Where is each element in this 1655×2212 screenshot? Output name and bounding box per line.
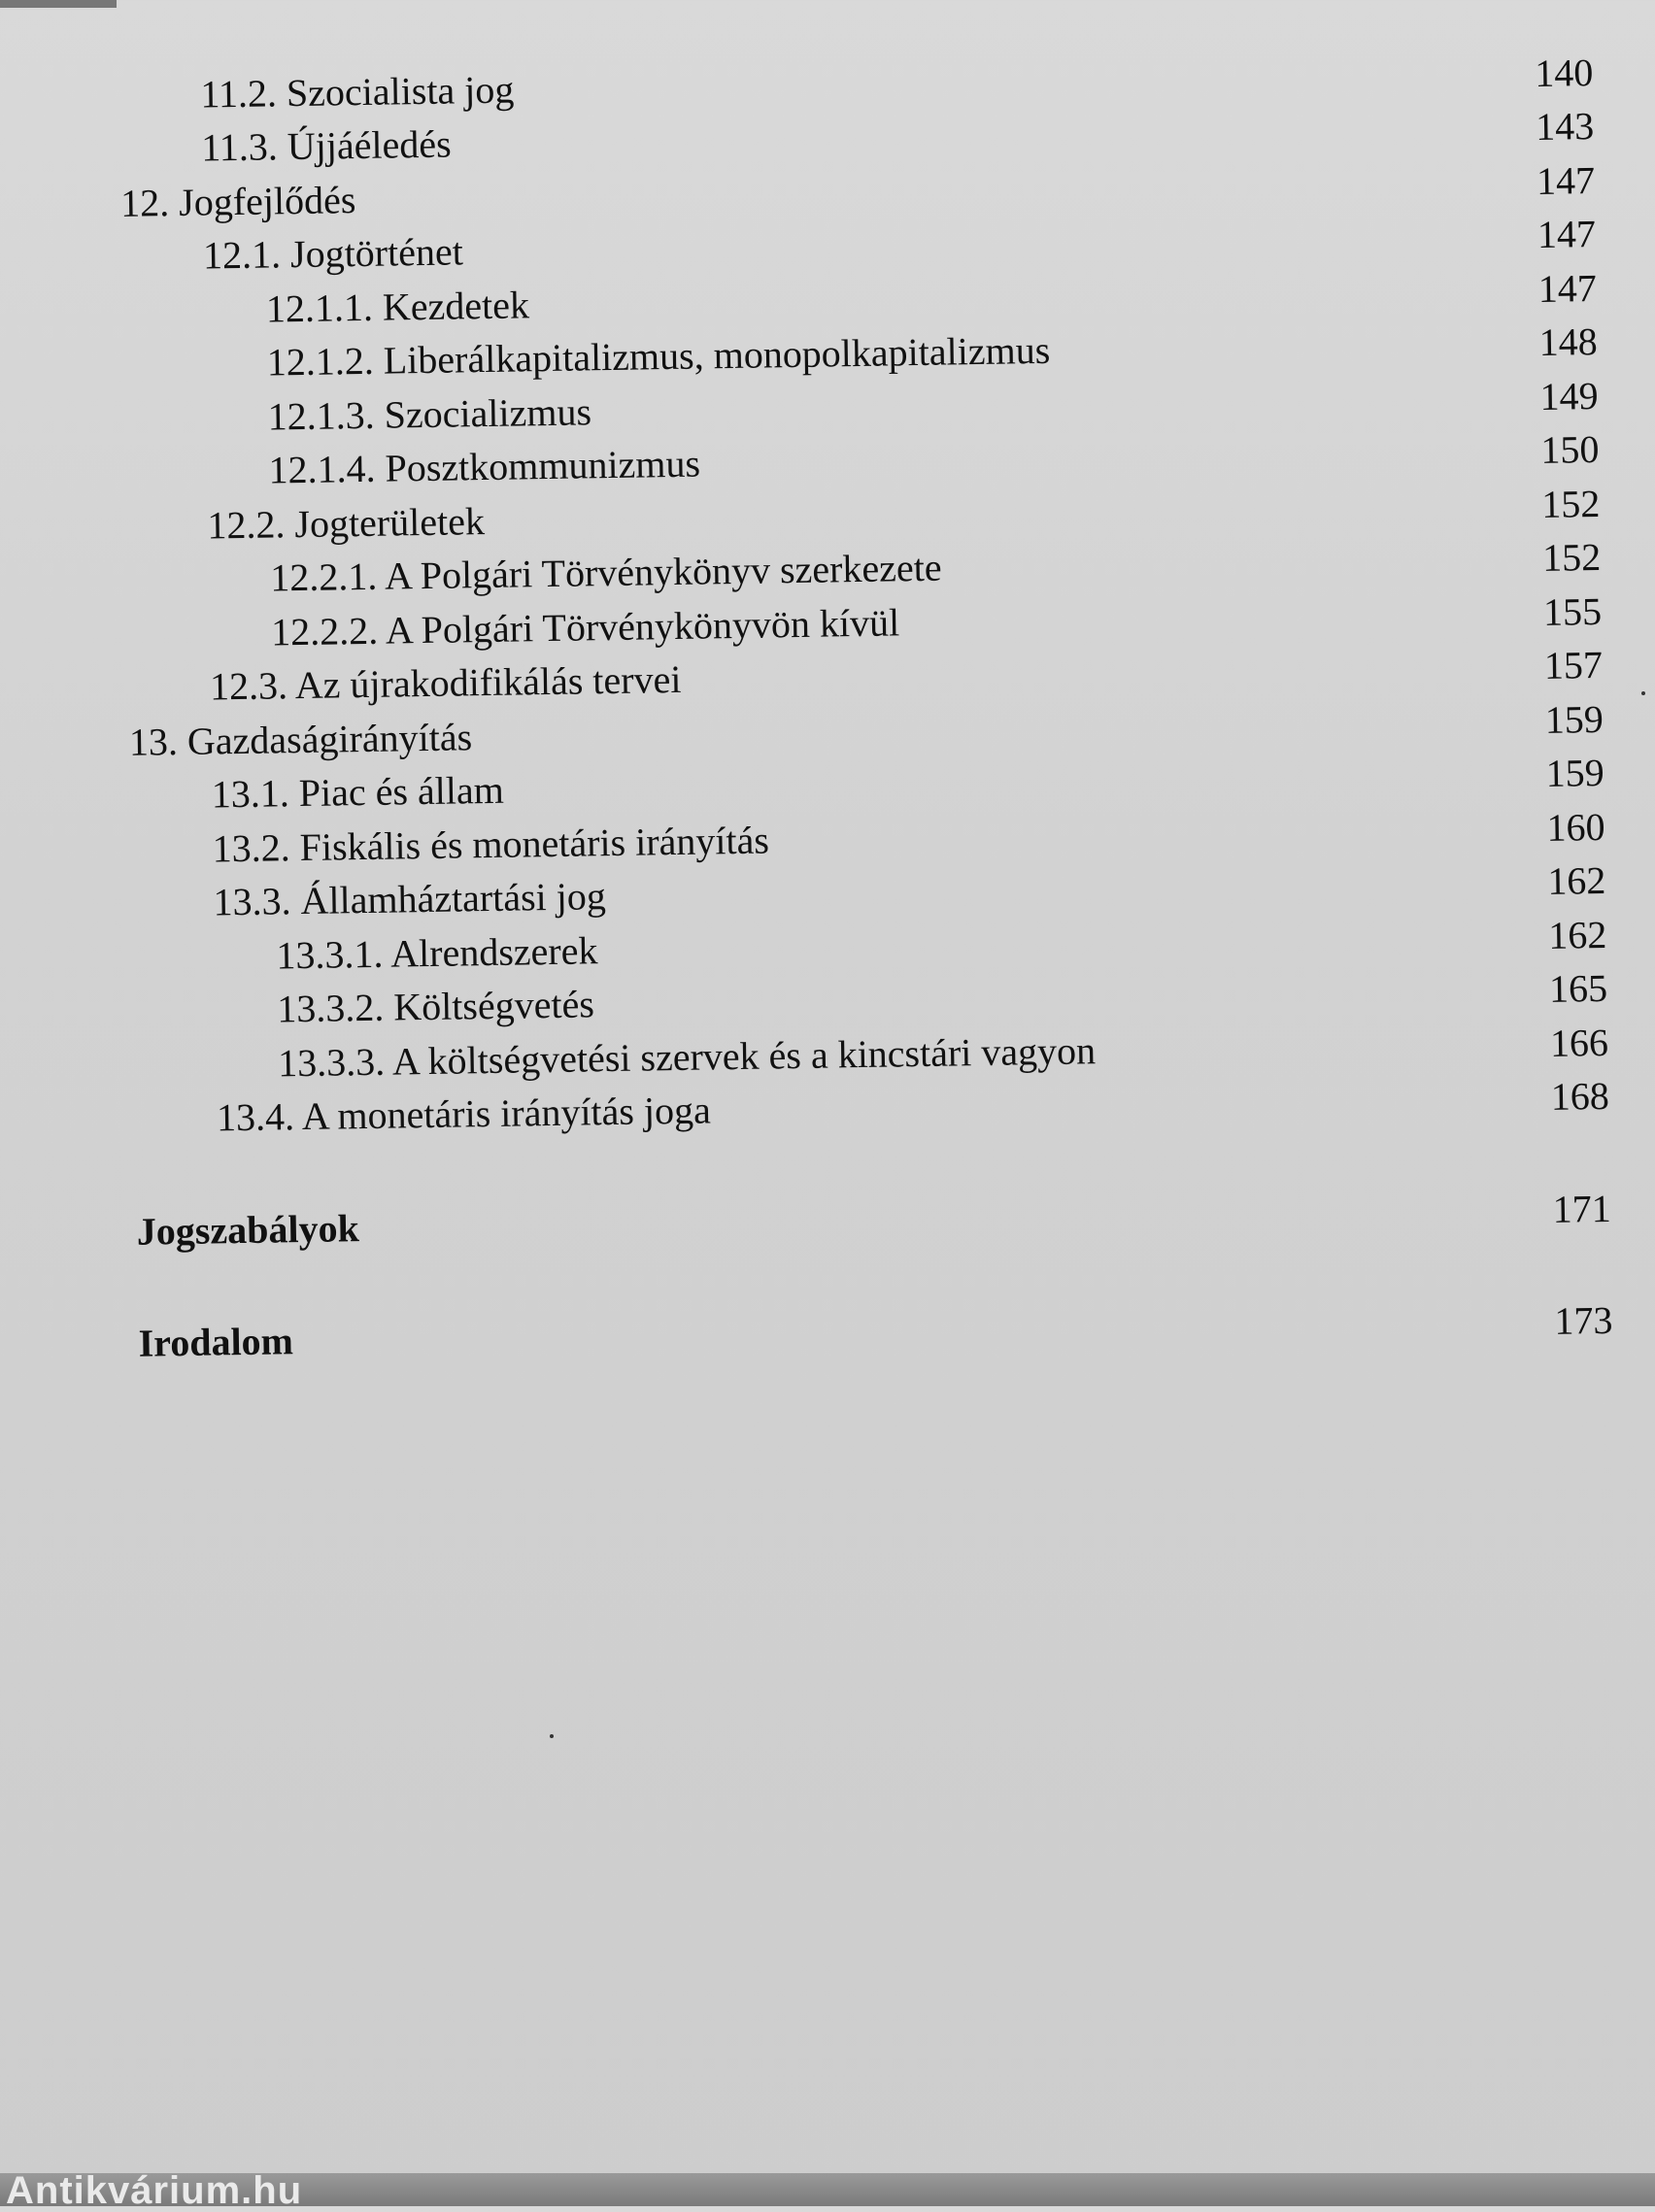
toc-entry-title: 12.3. Az újrakodifikálás tervei — [210, 654, 682, 713]
toc-entry — [5, 989, 6, 1039]
toc-entry-title: 13.3.3. A költségvetési szervek és a kincstári vagyon — [278, 1025, 1097, 1089]
toc-entry-page: 162 — [1546, 910, 1607, 961]
toc-entry-page: 147 — [1535, 155, 1596, 207]
toc-entry-title: 13.1. Piac és állam — [211, 765, 504, 821]
toc-entry — [8, 1209, 9, 1259]
toc-entry — [7, 1096, 8, 1147]
toc-entry-title: 12.1.3. Szocializmus — [267, 386, 591, 442]
toc-entry — [1, 773, 2, 823]
toc-entry-page: 157 — [1541, 640, 1603, 691]
toc-entry — [10, 1321, 11, 1371]
toc-entry-page: 162 — [1545, 855, 1606, 907]
toc-entry-title: 11.2. Szocialista jog — [200, 64, 515, 119]
toc-entry-title: 12. Jogfejlődés — [120, 175, 356, 229]
toc-entry-title: 13.4. A monetáris irányítás joga — [217, 1085, 712, 1143]
toc-entry — [3, 881, 4, 931]
toc-entry-page: 159 — [1543, 748, 1604, 799]
toc-entry-page: 152 — [1540, 532, 1602, 584]
toc-entry-page: 171 — [1550, 1184, 1611, 1235]
speck-mark — [1641, 691, 1645, 695]
toc-entry-page: 159 — [1542, 694, 1604, 746]
toc-entry-page: 147 — [1535, 209, 1596, 260]
toc-entry-page: 140 — [1533, 48, 1594, 99]
toc-entry-title: 13.3.2. Költségvetés — [277, 979, 594, 1034]
watermark: Antikvárium.hu — [6, 2171, 302, 2210]
toc-entry-page: 166 — [1548, 1018, 1609, 1069]
toc-entry-page: 149 — [1537, 371, 1599, 422]
toc-entry-title: 11.3. Újjáéledés — [201, 119, 452, 174]
toc-entry-title: 12.1.2. Liberálkapitalizmus, monopolkapitalizmus — [266, 325, 1050, 388]
toc-entry — [4, 935, 5, 986]
toc-entry-title: 13.3.1. Alrendszerek — [276, 925, 598, 981]
toc-entry-page: 150 — [1538, 424, 1600, 476]
toc-entry — [2, 827, 3, 878]
toc-entry-title: 12.2.2. A Polgári Törvénykönyvön kívül — [271, 597, 900, 657]
toc-entry-title: 12.2.1. A Polgári Törvénykönyv szerkezete — [270, 543, 942, 604]
toc-entry-title: 12.1.4. Posztkommunizmus — [268, 439, 700, 496]
toc-entry-page: 148 — [1537, 317, 1598, 368]
toc-entry-page: 143 — [1534, 101, 1595, 152]
toc-entry-page: 152 — [1539, 479, 1601, 530]
toc-entry-page: 173 — [1552, 1295, 1613, 1347]
toc-entry-title: 13. Gazdaságirányítás — [129, 712, 473, 768]
toc-entry-title: 13.3. Államháztartási jog — [213, 871, 606, 927]
toc-entry-page: 168 — [1548, 1071, 1609, 1123]
toc-entry-title: 12.1.1. Kezdetek — [266, 280, 530, 334]
page-edge-shadow — [0, 0, 117, 8]
toc-entry-title: Jogszabályok — [136, 1203, 359, 1257]
toc-entry-title: Irodalom — [138, 1316, 293, 1368]
toc-entry-title: 12.1. Jogtörténet — [203, 226, 464, 281]
toc-entry-page: 165 — [1547, 963, 1608, 1015]
toc-entry-page: 155 — [1541, 587, 1603, 638]
toc-entry — [1, 720, 2, 770]
toc-entry-page: 160 — [1544, 802, 1605, 854]
toc-entry-title: 13.2. Fiskális és monetáris irányítás — [212, 815, 769, 874]
toc-entry — [6, 1043, 7, 1093]
speck-mark — [550, 1734, 554, 1738]
toc-entry-title: 12.2. Jogterületek — [207, 496, 485, 551]
toc-entry-page: 147 — [1536, 263, 1597, 315]
